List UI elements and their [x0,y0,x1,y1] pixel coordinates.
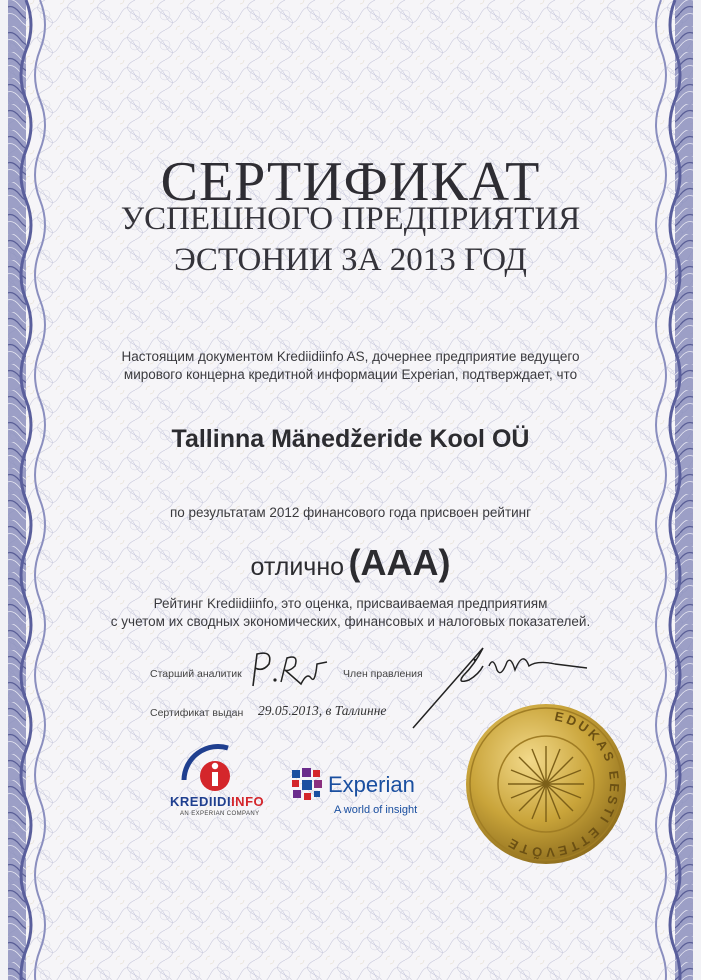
krediidiinfo-emblem-icon [170,738,270,800]
experian-logo [290,766,440,822]
rating-code: (AAA) [348,542,451,583]
gold-seal [462,700,630,868]
analyst-label: Старший аналитик [150,668,242,680]
experian-wordmark: Experian [328,772,415,797]
krediidiinfo-wordmark: KREDIIDIINFO [170,794,265,809]
experian-tagline: A world of insight [334,804,418,816]
certificate-title: СЕРТИФИКАТ [160,151,541,213]
intro-text-line1: Настоящим документом Krediidiinfo AS, дочернее предприятие ведущего [121,349,580,364]
krediidiinfo-tagline: AN EXPERIAN COMPANY [180,811,260,817]
certificate-subtitle-line2: ЭСТОНИИ ЗА 2013 ГОД [174,242,527,278]
seal-text: EDUKAS EESTI ETTEVÕTE [503,708,623,861]
experian-dots-icon [290,766,330,808]
explain-text-line1: Рейтинг Krediidiinfo, это оценка, присваиваемая предприятиям [153,596,548,611]
rating-word: отлично [250,553,345,581]
rating [0,542,701,584]
result-text: по результатам 2012 финансового года присвоен рейтинг [169,505,532,520]
issued-date: 29.05.2013, в Таллинне [258,703,387,718]
krediidiinfo-logo [170,738,270,824]
explain-text-line2: с учетом их сводных экономических, финансовых и налоговых показателей. [110,614,591,629]
certificate-subtitle-line1: УСПЕШНОГО ПРЕДПРИЯТИЯ [120,201,581,237]
analyst-signature [245,648,330,690]
issued-label: Сертификат выдан [150,707,244,719]
company-name: Tallinna Mänedžeride Kool OÜ [171,425,530,453]
intro-text-line2: мирового концерна кредитной информации Experian, подтверждает, что [123,367,578,382]
board-member-label: Член правления [343,668,423,680]
